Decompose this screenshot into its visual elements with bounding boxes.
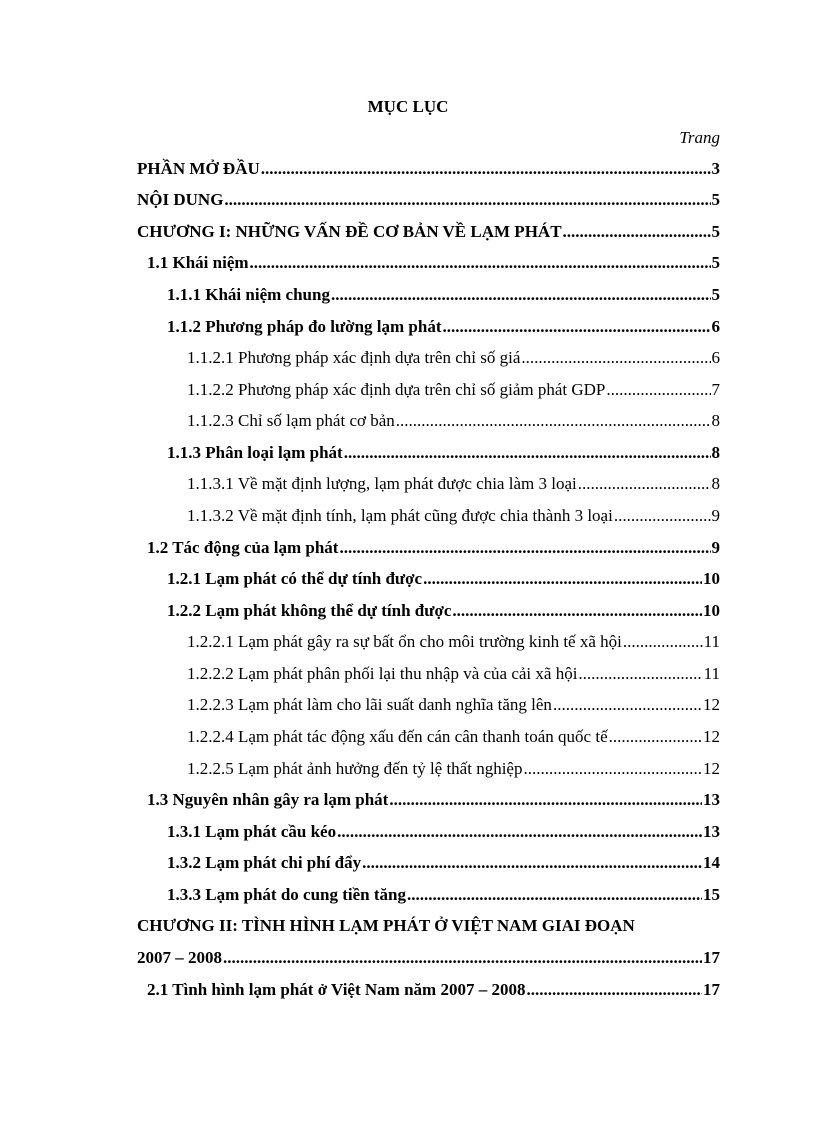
toc-entry-text: 1.2.2.4 Lạm phát tác động xấu đến cán cân thanh toán quốc tế <box>187 727 608 746</box>
dot-leader <box>606 379 710 401</box>
dot-leader <box>250 252 711 274</box>
toc-entry-page: 13 <box>703 822 720 841</box>
toc-entry-page: 13 <box>703 790 720 809</box>
toc-entry[interactable] <box>0 631 720 653</box>
toc-entry[interactable] <box>0 505 720 527</box>
toc-entry-text: 1.1.1 Khái niệm chung <box>167 285 330 304</box>
toc-entry-text: 1.2.1 Lạm phát có thể dự tính được <box>167 569 423 588</box>
toc-entry-page: 5 <box>711 222 720 241</box>
dot-leader <box>614 505 711 527</box>
toc-entry[interactable] <box>0 284 720 306</box>
toc-entry[interactable] <box>0 473 720 495</box>
dot-leader <box>261 158 711 180</box>
dot-leader <box>396 410 711 432</box>
toc-entry-page: 10 <box>703 601 720 620</box>
toc-entry-page: 8 <box>711 411 720 430</box>
toc-entry-text: 1.2.2 Lạm phát không thể dự tính được <box>167 601 452 620</box>
toc-entry[interactable] <box>0 852 720 874</box>
toc-entry-text: 1.2.2.2 Lạm phát phân phối lại thu nhập và của cải xã hội <box>187 664 578 683</box>
toc-entry-text: 1.1.2.3 Chỉ số lạm phát cơ bản <box>187 411 395 430</box>
toc-entry-text: 2.1 Tình hình lạm phát ở Việt Nam năm 2007 – 2008 <box>147 980 526 999</box>
toc-entry[interactable] <box>0 726 720 748</box>
toc-entry[interactable] <box>0 600 720 622</box>
toc-entry-page: 10 <box>703 569 720 588</box>
toc-entry-page: 12 <box>703 727 720 746</box>
page-column-label: Trang <box>679 128 720 147</box>
toc-entry[interactable] <box>0 947 720 969</box>
toc-entry-text: 1.2.2.5 Lạm phát ảnh hưởng đến tỷ lệ thất nghiệp <box>187 759 523 778</box>
toc-entry-page: 12 <box>703 759 720 778</box>
dot-leader <box>407 884 702 906</box>
toc-entry-page: 9 <box>711 506 720 525</box>
dot-leader <box>362 852 702 874</box>
toc-entry[interactable] <box>0 221 720 243</box>
toc-entry-page: 3 <box>711 159 720 178</box>
toc-entry-text: 2007 – 2008 <box>137 948 222 967</box>
dot-leader <box>344 442 711 464</box>
dot-leader <box>452 600 702 622</box>
page-title: MỤC LỤC <box>367 97 449 116</box>
dot-leader <box>224 189 710 211</box>
toc-entry-text: 1.1.3.1 Về mặt định lượng, lạm phát được chia làm 3 loại <box>187 474 577 493</box>
toc-entry[interactable] <box>0 789 720 811</box>
dot-leader <box>223 947 702 969</box>
toc-entry[interactable] <box>0 410 720 432</box>
dot-leader <box>331 284 711 306</box>
toc-entry[interactable] <box>0 537 720 559</box>
toc-entry-text: 1.2.2.3 Lạm phát làm cho lãi suất danh nghĩa tăng lên <box>187 695 552 714</box>
toc-entry-page: 11 <box>703 664 720 683</box>
dot-leader <box>442 316 710 338</box>
toc-entry[interactable] <box>0 821 720 843</box>
toc-entry-text: 1.1.2.2 Phương pháp xác định dựa trên chỉ số giảm phát GDP <box>187 380 606 399</box>
dot-leader <box>609 726 702 748</box>
toc-entry-text: 1.3 Nguyên nhân gây ra lạm phát <box>147 790 389 809</box>
toc-entry-text: NỘI DUNG <box>137 190 224 209</box>
toc-entry[interactable] <box>0 252 720 274</box>
toc-entry-page: 5 <box>711 190 720 209</box>
toc-entry[interactable] <box>0 979 720 1001</box>
dot-leader <box>623 631 703 653</box>
toc-entry-page: 8 <box>711 474 720 493</box>
dot-leader <box>553 694 702 716</box>
dot-leader <box>423 568 702 590</box>
toc-entry-page: 5 <box>711 253 720 272</box>
toc-entry-page: 8 <box>711 443 720 462</box>
toc-entry-text: 1.1.2.1 Phương pháp xác định dựa trên chỉ số giá <box>187 348 521 367</box>
toc-entry-page: 7 <box>711 380 720 399</box>
dot-leader <box>578 473 711 495</box>
dot-leader <box>563 221 711 243</box>
toc-entry-text: 1.3.2 Lạm phát chi phí đẩy <box>167 853 362 872</box>
toc-entry-text: 1.3.1 Lạm phát cầu kéo <box>167 822 337 841</box>
toc-entry-text: 1.1.2 Phương pháp đo lường lạm phát <box>167 317 442 336</box>
toc-entry[interactable] <box>0 884 720 906</box>
toc-entry-text: 1.1.3 Phân loại lạm phát <box>167 443 343 462</box>
toc-entry[interactable] <box>0 189 720 211</box>
toc-entry-page: 9 <box>711 538 720 557</box>
toc-entry-page: 6 <box>711 348 720 367</box>
toc-entry-page: 17 <box>703 980 720 999</box>
toc-entry[interactable] <box>0 694 720 716</box>
dot-leader <box>521 347 710 369</box>
toc-entry-text: 1.1.3.2 Về mặt định tính, lạm phát cũng được chia thành 3 loại <box>187 506 613 525</box>
toc-entry[interactable] <box>0 568 720 590</box>
dot-leader <box>526 979 702 1001</box>
toc-entry[interactable] <box>0 379 720 401</box>
toc-entry-page: 11 <box>703 632 720 651</box>
toc-entry-text: 1.2 Tác động của lạm phát <box>147 538 339 557</box>
toc-entry-page: 14 <box>703 853 720 872</box>
toc-entry-page: 17 <box>703 948 720 967</box>
dot-leader <box>337 821 702 843</box>
toc-entry-page: 12 <box>703 695 720 714</box>
toc-entry[interactable] <box>0 758 720 780</box>
toc-entry-heading-line[interactable]: CHƯƠNG II: TÌNH HÌNH LẠM PHÁT Ở VIỆT NAM GIAI ĐOẠN <box>137 916 635 935</box>
dot-leader <box>339 537 710 559</box>
toc-entry[interactable] <box>0 663 720 685</box>
toc-entry[interactable] <box>0 442 720 464</box>
dot-leader <box>523 758 702 780</box>
dot-leader <box>578 663 702 685</box>
toc-entry-text: CHƯƠNG I: NHỮNG VẤN ĐỀ CƠ BẢN VỀ LẠM PHÁT <box>137 222 562 241</box>
toc-entry-text: 1.2.2.1 Lạm phát gây ra sự bất ổn cho môi trường kinh tế xã hội <box>187 632 622 651</box>
toc-entry-text: PHẦN MỞ ĐẦU <box>137 159 260 178</box>
toc-entry-text: 1.1 Khái niệm <box>147 253 249 272</box>
toc-entry[interactable] <box>0 316 720 338</box>
toc-entry-page: 6 <box>711 317 720 336</box>
toc-entry-text: 1.3.3 Lạm phát do cung tiền tăng <box>167 885 406 904</box>
toc-entry-page: 15 <box>703 885 720 904</box>
toc-entry-page: 5 <box>711 285 720 304</box>
toc-entry[interactable] <box>0 158 720 180</box>
dot-leader <box>389 789 702 811</box>
toc-entry[interactable] <box>0 347 720 369</box>
